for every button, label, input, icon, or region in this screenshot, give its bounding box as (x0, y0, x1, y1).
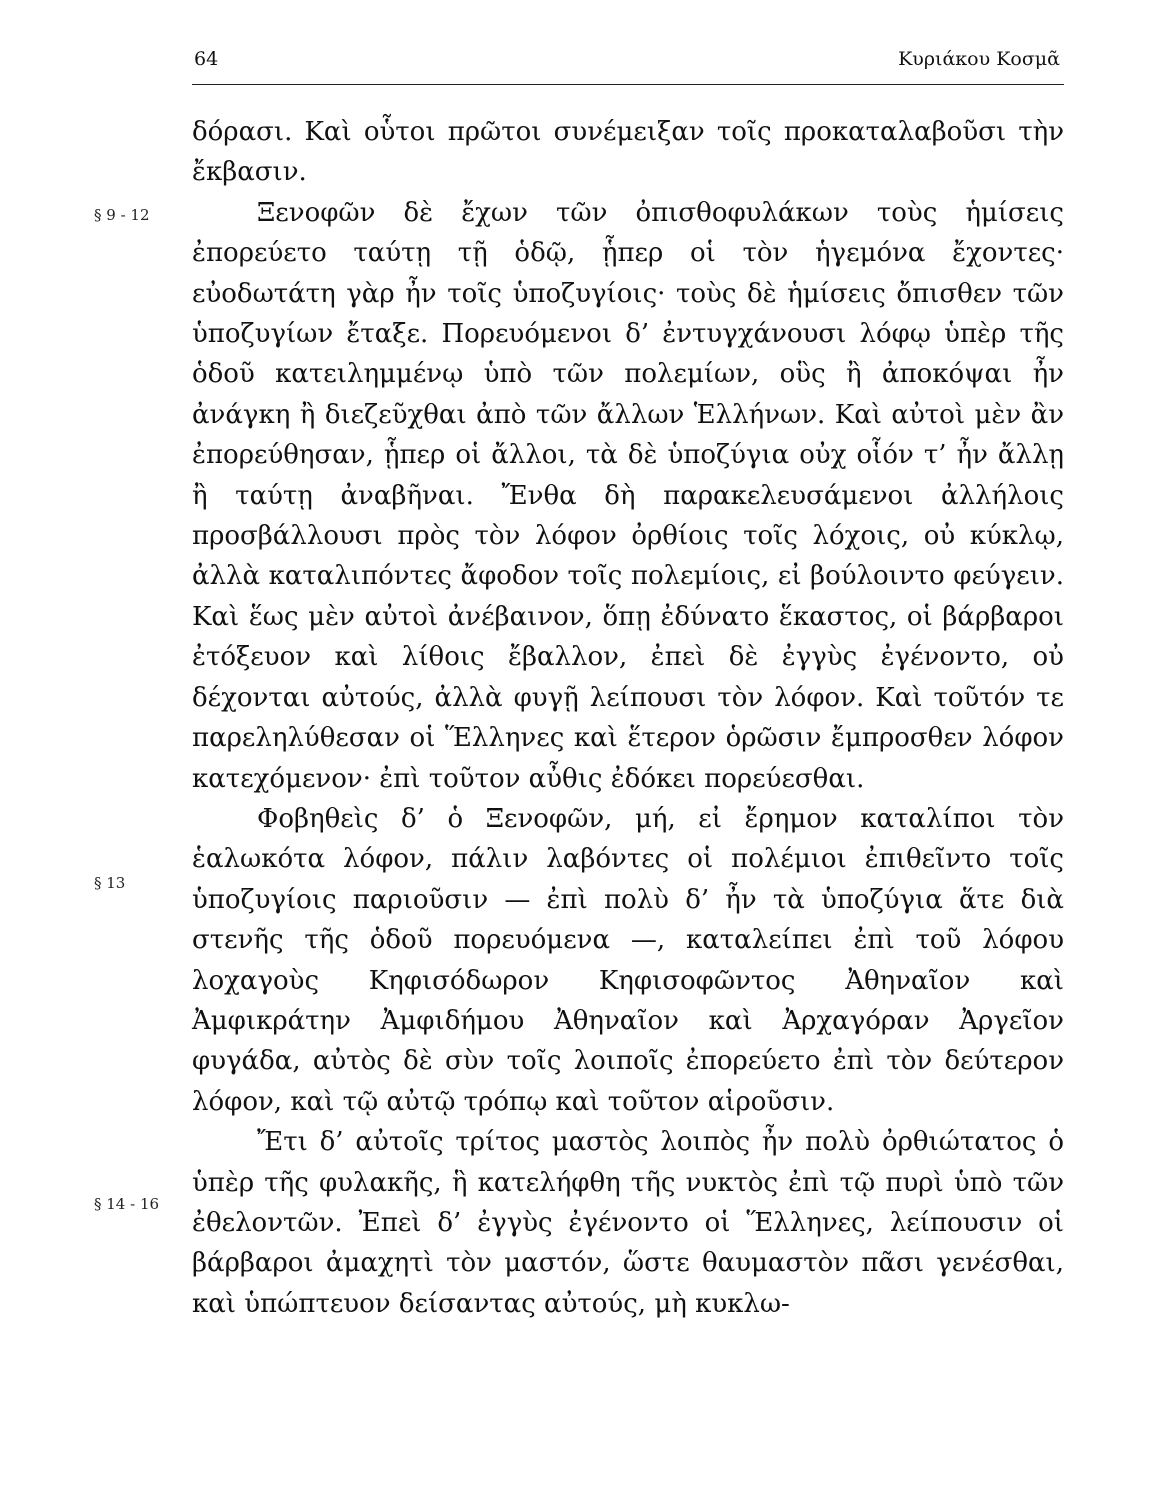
paragraph: Φοβηθεὶς δ’ ὁ Ξενοφῶν, μή, εἰ ἔρημον καταλίποι τὸν ἑαλωκότα λόφον, πάλιν λαβόντες οἱ πολέμιοι ἐπιθεῖντο τοῖς ὑποζυγίοις παριοῦσιν — ἐπὶ πολὺ δ’ ἦν τὰ ὑποζύγια ἅτε διὰ στενῆς τῆς ὁδοῦ πορευόμενα —, καταλείπει ἐπὶ τοῦ λόφου λοχαγοὺς Κηφισόδωρον Κηφισοφῶντος Ἀθηναῖον καὶ Ἀμφικράτην Ἀμφιδήμου Ἀθηναῖον καὶ Ἀρχαγόραν Ἀργεῖον φυγάδα, αὐτὸς δὲ σὺν τοῖς λοιποῖς ἐπορεύετο ἐπὶ τὸν δεύτερον λόφον, καὶ τῷ αὐτῷ τρόπῳ καὶ τοῦτον αἱροῦσιν. (192, 803, 1064, 1117)
running-head: Κυριάκου Κοσμᾶ (898, 48, 1060, 70)
page-number: 64 (194, 48, 219, 70)
paragraph: Ἔτι δ’ αὐτοῖς τρίτος μαστὸς λοιπὸς ἦν πολὺ ὀρθιώτατος ὁ ὑπὲρ τῆς φυλακῆς, ἣ κατελήφθη τῆς νυκτὸς ἐπὶ τῷ πυρὶ ὑπὸ τῶν ἐθελοντῶν. Ἐπεὶ δ’ ἐγγὺς ἐγένοντο οἱ Ἕλληνες, λείπουσιν οἱ βάρβαροι ἀμαχητὶ τὸν μαστόν, ὥστε θαυμαστὸν πᾶσι γενέσθαι, καὶ ὑπώπτευον δείσαντας αὐτούς, μὴ κυκλω- (192, 1127, 1064, 1319)
paragraph: δόρασι. Καὶ οὗτοι πρῶτοι συνέμειξαν τοῖς προκαταλαβοῦσι τὴν ἔκβασιν. (192, 117, 1064, 188)
section-ref: § 9 - 12 (94, 206, 150, 224)
page-header (192, 40, 1064, 85)
section-ref: § 14 - 16 (94, 1195, 160, 1213)
section-ref: § 13 (94, 874, 126, 892)
paragraph: Ξενοφῶν δὲ ἔχων τῶν ὀπισθοφυλάκων τοὺς ἡμίσεις ἐπορεύετο ταύτῃ τῇ ὁδῷ, ᾗπερ οἱ τὸν ἡγεμόνα ἔχοντες· εὐοδωτάτη γὰρ ἦν τοῖς ὑποζυγίοις· τοὺς δὲ ἡμίσεις ὄπισθεν τῶν ὑποζυγίων ἔταξε. Πορευόμενοι δ’ ἐντυγχάνουσι λόφῳ ὑπὲρ τῆς ὁδοῦ κατειλημμένῳ ὑπὸ τῶν πολεμίων, οὓς ἢ ἀποκόψαι ἦν ἀνάγκη ἢ διεζεῦχθαι ἀπὸ τῶν ἄλλων Ἑλλήνων. Καὶ αὐτοὶ μὲν ἂν ἐπορεύθησαν, ᾗπερ οἱ ἄλλοι, τὰ δὲ ὑποζύγια οὐχ οἷόν τ’ ἦν ἄλλῃ ἢ ταύτῃ ἀναβῆναι. Ἔνθα δὴ παρακελευσάμενοι ἀλλήλοις προσβάλλουσι πρὸς τὸν λόφον ὀρθίοις τοῖς λόχοις, οὐ κύκλῳ, ἀλλὰ καταλιπόντες ἄφοδον τοῖς πολεμίοις, εἰ βούλοιντο φεύγειν. Καὶ ἕως μὲν αὐτοὶ ἀνέβαινον, ὅπῃ ἐδύνατο ἕκαστος, οἱ βάρβαροι ἐτόξευον καὶ λίθοις ἔβαλλον, ἐπεὶ δὲ ἐγγὺς ἐγένοντο, οὐ δέχονται αὐτούς, ἀλλὰ φυγῇ λείπουσι τὸν λόφον. Καὶ τοῦτόν τε παρεληλύθεσαν οἱ Ἕλληνες καὶ ἕτερον ὁρῶσιν ἔμπροσθεν λόφον κατεχόμενον· ἐπὶ τοῦτον αὖθις ἐδόκει πορεύεσθαι. (192, 197, 1064, 794)
text-body (192, 112, 1064, 1324)
